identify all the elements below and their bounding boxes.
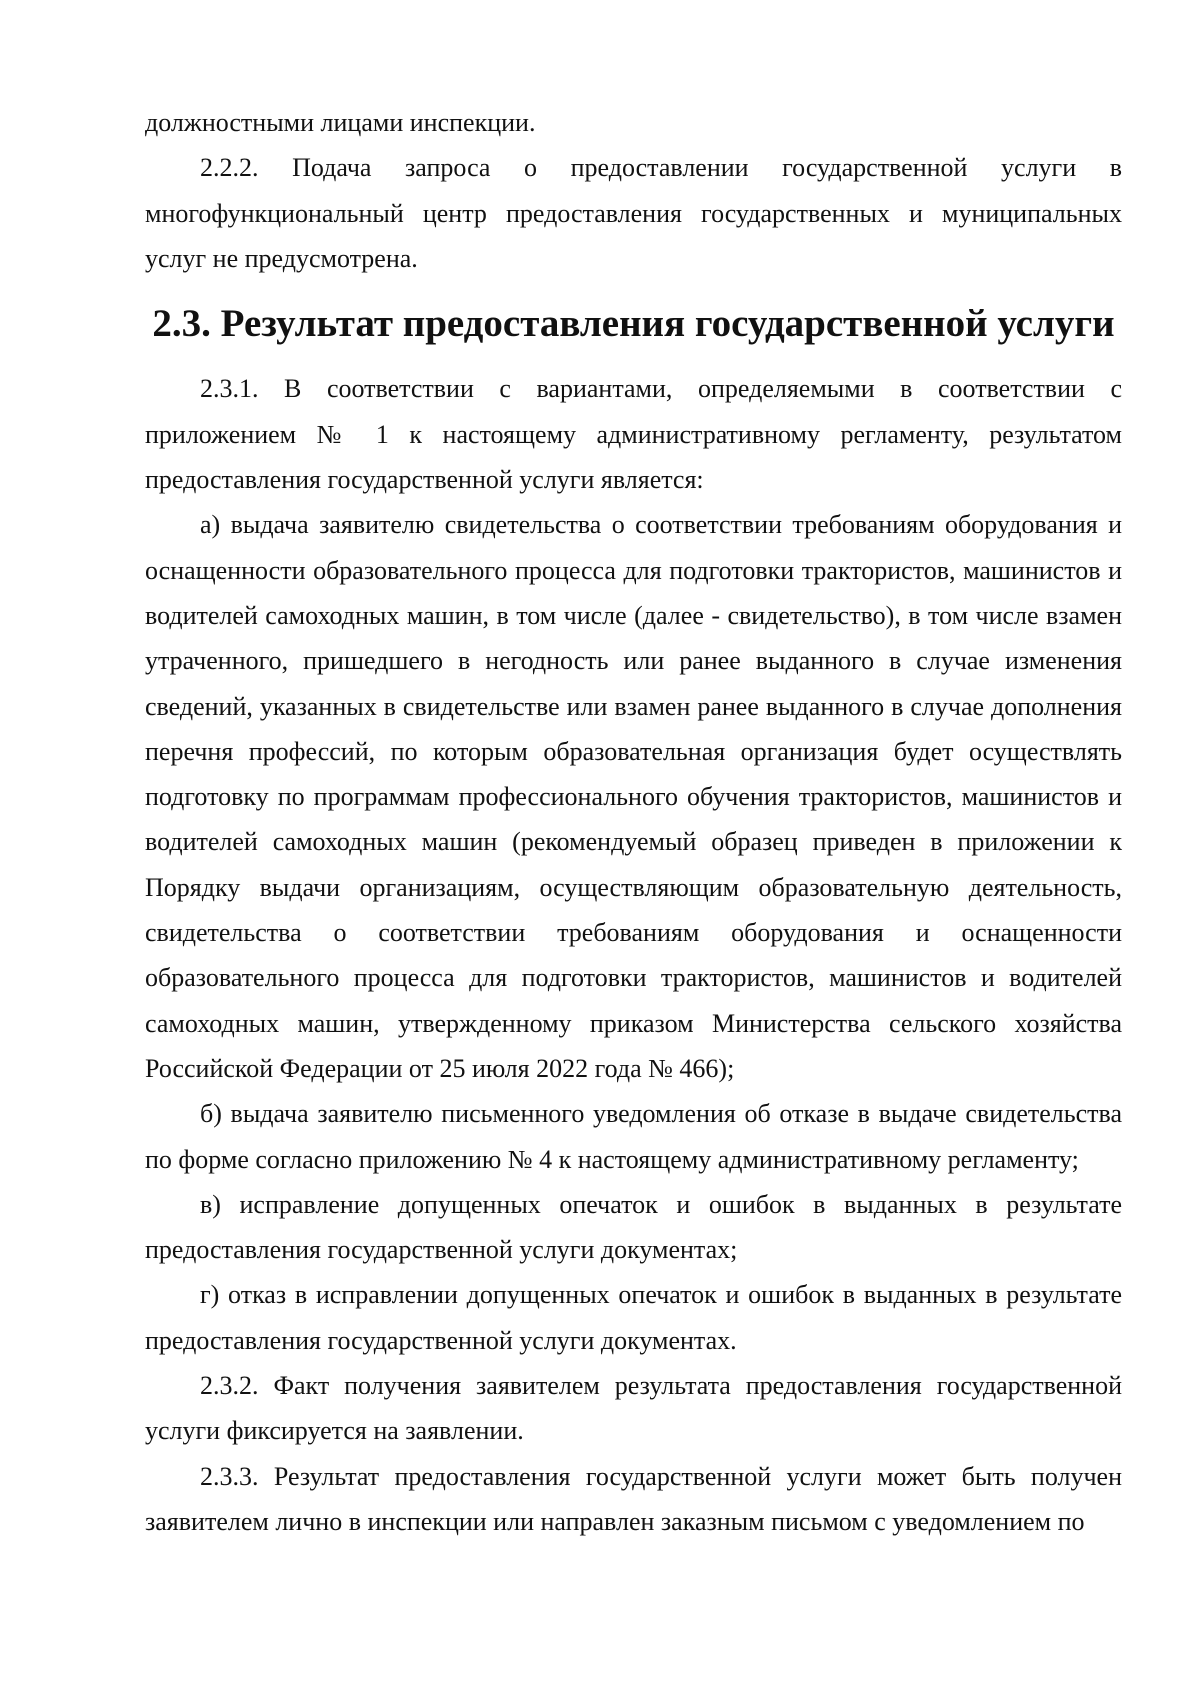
paragraph-2-2-2: 2.2.2. Подача запроса о предоставлении государственной услуги в многофункциональный центр предоставления государственных и муниципальных услуг не предусмотрена.	[145, 153, 1122, 273]
section-heading-2-3: 2.3. Результат предоставления государственной услуги	[152, 302, 1115, 346]
paragraph-continuation: должностными лицами инспекции.	[145, 108, 536, 137]
paragraph-item-g: г) отказ в исправлении допущенных опечаток и ошибок в выданных в результате предоставления государственной услуги документах.	[145, 1280, 1122, 1355]
paragraph-item-a: а) выдача заявителю свидетельства о соответствии требованиям оборудования и оснащенности образовательного процесса для подготовки трактористов, машинистов и водителей самоходных машин, в том числе (далее - свидетельство), в том числе взамен утраченного, пришедшего в негодность или ранее выданного в случае изменения сведений, указанных в свидетельстве или взамен ранее выданного в случае дополнения перечня профессий, по которым образовательная организация будет осуществлять подготовку по программам профессионального обучения трактористов, машинистов и водителей самоходных машин (рекомендуемый образец приведен в приложении к Порядку выдачи организациям, осуществляющим образовательную деятельность, свидетельства о соответствии требованиям оборудования и оснащенности образовательного процесса для подготовки трактористов, машинистов и водителей самоходных машин, утвержденному приказом Министерства сельского хозяйства Российской Федерации от 25 июля 2022 года № 466);	[145, 510, 1122, 1083]
paragraph-item-b: б) выдача заявителю письменного уведомления об отказе в выдаче свидетельства по форме согласно приложению № 4 к настоящему административному регламенту;	[145, 1099, 1122, 1174]
paragraph-2-3-1: 2.3.1. В соответствии с вариантами, определяемыми в соответствии с приложением № 1 к настоящему административному регламенту, результатом предоставления государственной услуги является:	[145, 374, 1122, 495]
document-page	[145, 100, 1122, 1544]
paragraph-item-v: в) исправление допущенных опечаток и ошибок в выданных в результате предоставления государственной услуги документах;	[145, 1189, 1122, 1265]
paragraph-2-3-3: 2.3.3. Результат предоставления государственной услуги может быть получен заявителем лично в инспекции или направлен заказным письмом с уведомлением по	[145, 1461, 1122, 1536]
paragraph-2-3-2: 2.3.2. Факт получения заявителем результата предоставления государственной услуги фиксируется на заявлении.	[145, 1371, 1122, 1446]
